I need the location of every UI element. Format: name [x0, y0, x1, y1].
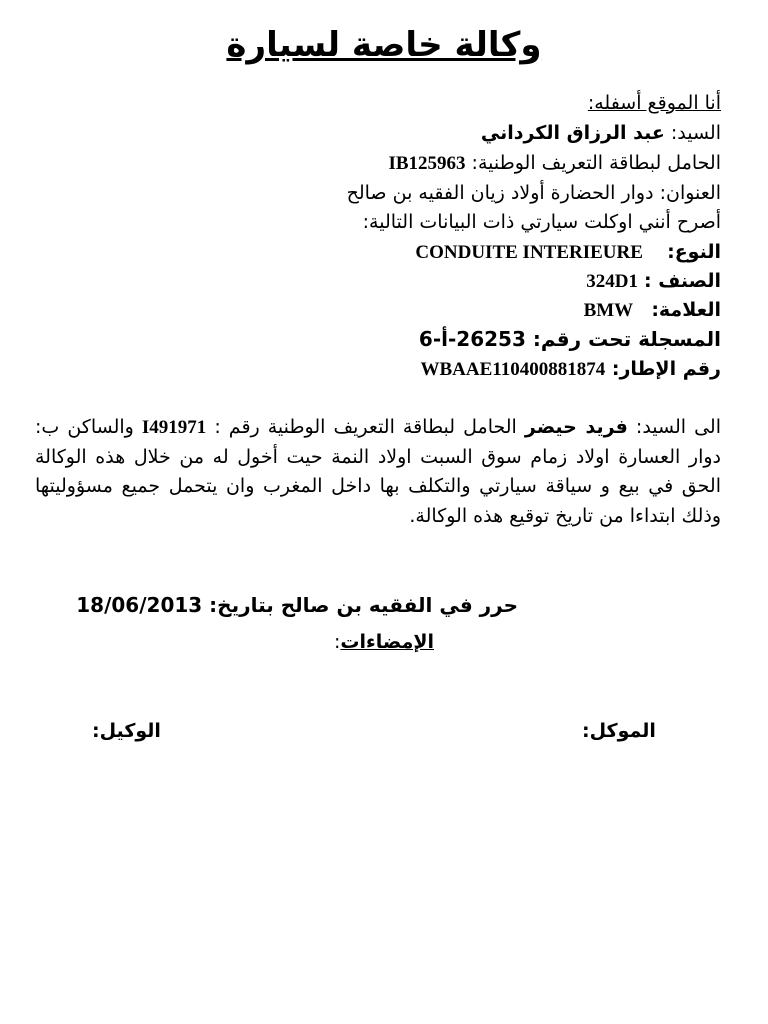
vehicle-registration-line	[419, 325, 721, 354]
vehicle-brand-label: العلامة:	[651, 299, 721, 321]
agent-id-text: الحامل لبطاقة التعريف الوطنية رقم :	[206, 416, 525, 438]
agent-signature-label: الوكيل:	[92, 720, 161, 742]
principal-name-line	[481, 119, 721, 148]
vehicle-type-label: النوع:	[667, 241, 721, 263]
agent-id-number: I491971	[141, 417, 207, 438]
agent-paragraph	[35, 413, 721, 531]
vehicle-chassis-value: WBAAE110400881874	[420, 359, 606, 380]
signatures-heading	[0, 627, 768, 657]
principal-address: العنوان: دوار الحضارة أولاد زيان الفقيه بن صالح	[346, 182, 721, 204]
vehicle-brand-value: BMW	[583, 300, 634, 321]
principal-id-line	[388, 149, 721, 178]
vehicle-type-line	[415, 238, 721, 267]
vehicle-type-value: CONDUITE INTERIEURE	[415, 242, 643, 263]
vehicle-brand-line	[584, 296, 721, 325]
issued-date: 18/06/2013	[76, 593, 203, 617]
issued-text: حرر في الفقيه بن صالح بتاريخ:	[202, 593, 518, 617]
signatures-heading-text: الإمضاءات	[340, 631, 434, 653]
principal-id-number: IB125963	[388, 153, 466, 174]
principal-signature-label: الموكل:	[582, 720, 656, 742]
vehicle-registration-value: 26253-أ-6	[418, 327, 526, 351]
principal-name-label: السيد:	[664, 122, 721, 144]
intro-line: أنا الموقع أسفله:	[587, 92, 721, 114]
principal-name: عبد الرزاق الكرداني	[480, 122, 665, 144]
principal-id-label: الحامل لبطاقة التعريف الوطنية:	[465, 152, 721, 174]
vehicle-class-line	[586, 267, 721, 296]
agent-name: فريد حيضر	[524, 416, 628, 438]
document-title: وكالة خاصة لسيارة	[226, 25, 542, 65]
agent-to-label: الى السيد:	[627, 416, 722, 438]
vehicle-class-value: 324D1	[586, 271, 638, 292]
vehicle-class-label: الصنف :	[644, 270, 721, 292]
issued-line	[18, 590, 518, 620]
signatures-heading-colon: :	[333, 631, 341, 653]
declaration-line: أصرح أنني اوكلت سيارتي ذات البيانات التالية:	[362, 211, 721, 233]
vehicle-registration-label: المسجلة تحت رقم:	[525, 327, 721, 351]
vehicle-chassis-label: رقم الإطار:	[605, 358, 721, 380]
vehicle-chassis-line	[421, 355, 722, 384]
agent-paragraph-body: والساكن ب: دوار العسارة اولاد زمام سوق السبت اولاد النمة حيت أخول له من خلال هذه الوكالة الحق في بيع و سياقة سيارتي والتكلف بها داخل المغرب وان يتحمل جميع مسؤوليتها وذلك ابتداءا من تاريخ توقيع هذه الوكالة.	[35, 416, 721, 527]
